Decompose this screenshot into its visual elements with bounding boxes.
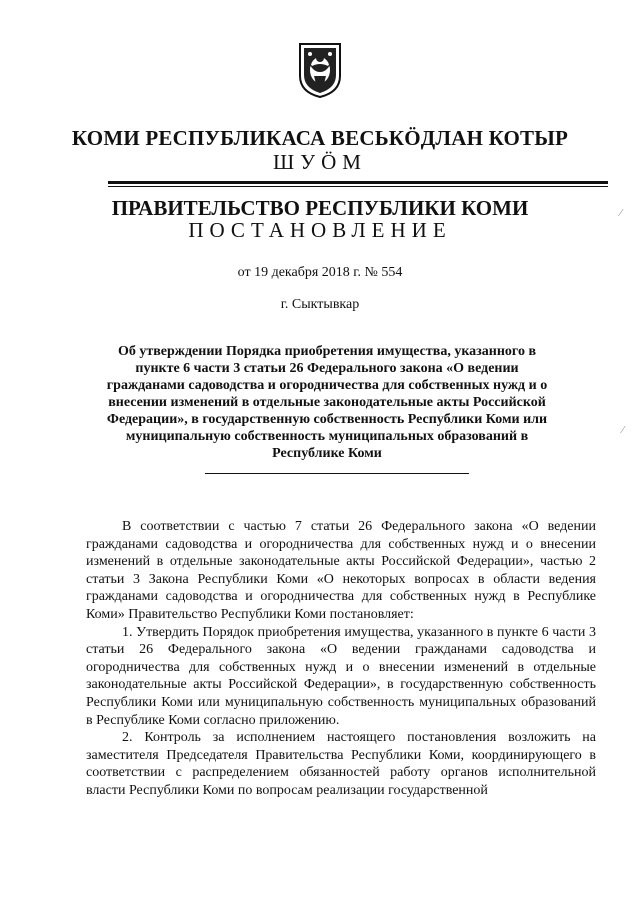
- document-type: ПОСТАНОВЛЕНИЕ: [188, 218, 452, 242]
- city: г. Сыктывкар: [280, 297, 360, 312]
- date-number: от 19 декабря 2018 г. № 554: [237, 265, 403, 280]
- header-divider-thin: [108, 186, 608, 187]
- document-subject: Об утверждении Порядка приобретения имущества, указанного в пункте 6 части 3 статьи 26 Федерального закона «О ведении гражданами садоводства и огородничества для собственных нужд и о внесении изменений в отдельные законодательные акты Российской Федерации», в государственную собственность Республики Коми или муниципальную собственность муниципальных образований в Республике Коми: [106, 344, 548, 461]
- scan-mark: ⁄: [620, 208, 622, 219]
- paragraph-item-1: 1. Утвердить Порядок приобретения имущества, указанного в пункте 6 части 3 статьи 26 Федерального закона «О ведении гражданами садоводства и огородничества для собственных нужд и о внесении изменений в отдельные законодательные акты Российской Федерации», в государственную собственность Республики Коми или муниципальную собственность муниципальных образований в Республике Коми согласно приложению.: [86, 624, 596, 728]
- document-body: [86, 518, 596, 800]
- scan-mark: ⁄: [622, 425, 624, 436]
- government-title: ПРАВИТЕЛЬСТВО РЕСПУБЛИКИ КОМИ: [111, 196, 529, 220]
- paragraph-preamble: В соответствии с частью 7 статьи 26 Федерального закона «О ведении гражданами садоводства и огородничества для собственных нужд и о внесении изменений в отдельные законодательные акты Российской Федерации», частью 2 статьи 3 Закона Республики Коми «О некоторых вопросах в области ведения гражданами садоводства и огородничества для собственных нужд в Республике Коми» Правительство Республики Коми постановляет:: [86, 519, 596, 622]
- komi-subtitle: ШУÖМ: [273, 150, 367, 174]
- komi-title: КОМИ РЕСПУБЛИКАСА ВЕСЬКÖДЛАН КОТЫР: [71, 126, 569, 150]
- subject-divider: [205, 473, 469, 474]
- komi-coat-of-arms-icon: [298, 42, 342, 98]
- paragraph-item-2: 2. Контроль за исполнением настоящего постановления возложить на заместителя Председателя Правительства Республики Коми, координирующего в соответствии с распределением обязанностей работу органов исполнительной власти Республики Коми по вопросам реализации государственной: [86, 730, 596, 798]
- header-divider-thick: [108, 181, 608, 184]
